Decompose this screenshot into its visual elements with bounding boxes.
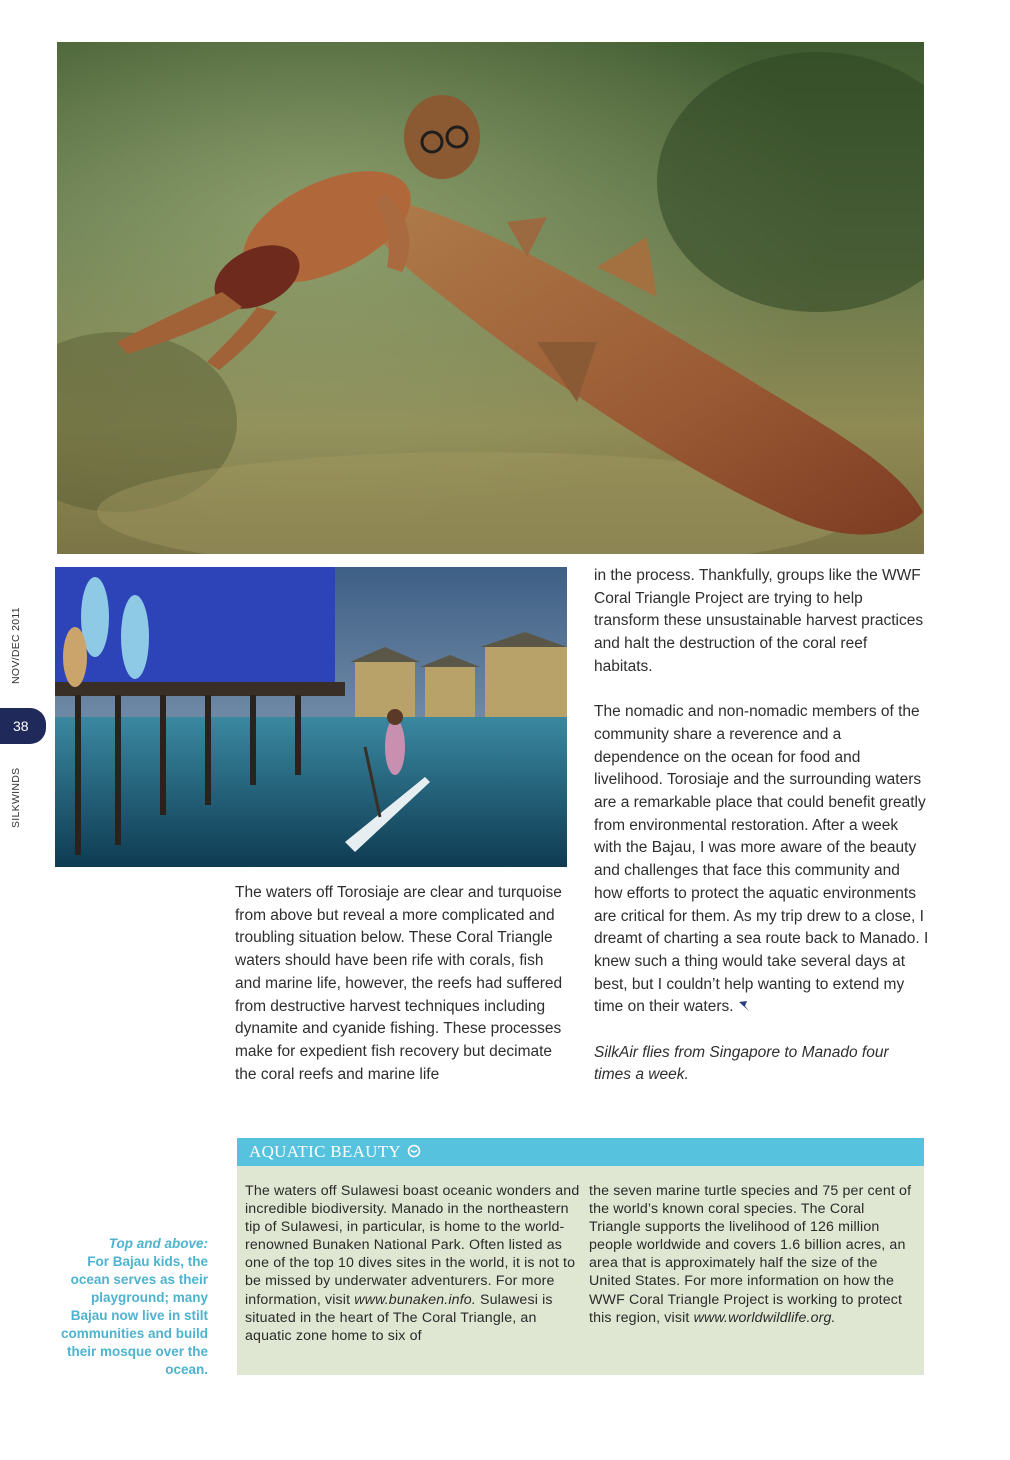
sidebar-title-bar: [237, 1138, 924, 1166]
wwf-circle-icon: [407, 1144, 421, 1158]
page-number: 38: [0, 708, 46, 744]
bird-end-mark-icon: [738, 1000, 750, 1012]
caption-lead: Top and above:: [108, 1236, 208, 1251]
underwater-boy-shark-photo: [57, 42, 924, 554]
article-paragraph: The waters off Torosiaje are clear and turquoise from above but reveal a more complicated and troubling situation below. These Coral Triangle waters should have been rife with corals, fish and marine life, however, the reefs had suffered from destructive harvest techniques including dynamite and cyanide fishing. These processes make for expedient fish recovery but decimate the coral reefs and marine life: [235, 884, 563, 1083]
wwf-link[interactable]: www.worldwildlife.org.: [693, 1309, 836, 1326]
sidebar-box: [237, 1166, 924, 1375]
article-right-column: [594, 565, 929, 1087]
magazine-name: SILKWINDS: [10, 767, 22, 828]
sidebar-title: AQUATIC BEAUTY: [249, 1142, 401, 1161]
photo-caption: [58, 1235, 208, 1379]
sidebar-left-column: The waters off Sulawesi boast oceanic wonders and incredible biodiversity. Manado in the northeastern tip of Sulawesi, in particular, is home to the world-renowned Bunaken National Park. Often listed as one of the top 10 dives sites in the world, it is not to be missed by underwater adventurers. For more information, visit www.bunaken.info. Sulawesi is situated in the heart of The Coral Triangle, an aquatic zone home to six of: [245, 1183, 580, 1344]
sidebar-right-column: the seven marine turtle species and 75 per cent of the world’s known coral species. The Coral Triangle supports the livelihood of 126 million people worldwide and covers 1.6 billion acres, an area that is approximately half the size of the United States. For more information on how the WWF Coral Triangle Project is working to protect this region, visit www.worldwildlife.org.: [589, 1183, 912, 1326]
issue-date: NOV/DEC 2011: [10, 607, 22, 684]
article-left-column: [235, 882, 565, 1086]
article-paragraph: in the process. Thankfully, groups like the WWF Coral Triangle Project are trying to help transform these unsustainable harvest practices and halt the destruction of the coral reef habitats.: [594, 567, 924, 675]
stilt-village-photo: [55, 567, 567, 867]
article-paragraph: The nomadic and non-nomadic members of the community share a reverence and a dependence on the ocean for food and livelihood. Torosiaje and the surrounding waters are a remarkable place that could benefit greatly from environmental restoration. After a week with the Bajau, I was more aware of the beauty and challenges that face this community and how efforts to protect the aquatic environments are critical for them. As my trip drew to a close, I dreamt of charting a sea route back to Manado. I knew such a thing would take several days at best, but I couldn’t help wanting to extend my time on their waters.: [594, 703, 929, 1016]
bunaken-link[interactable]: www.bunaken.info.: [354, 1291, 476, 1308]
caption-text: For Bajau kids, the ocean serves as their playground; many Bajau now live in stilt communities and build their mosque over the ocean.: [60, 1254, 208, 1377]
flight-note: SilkAir flies from Singapore to Manado four times a week.: [594, 1043, 889, 1084]
